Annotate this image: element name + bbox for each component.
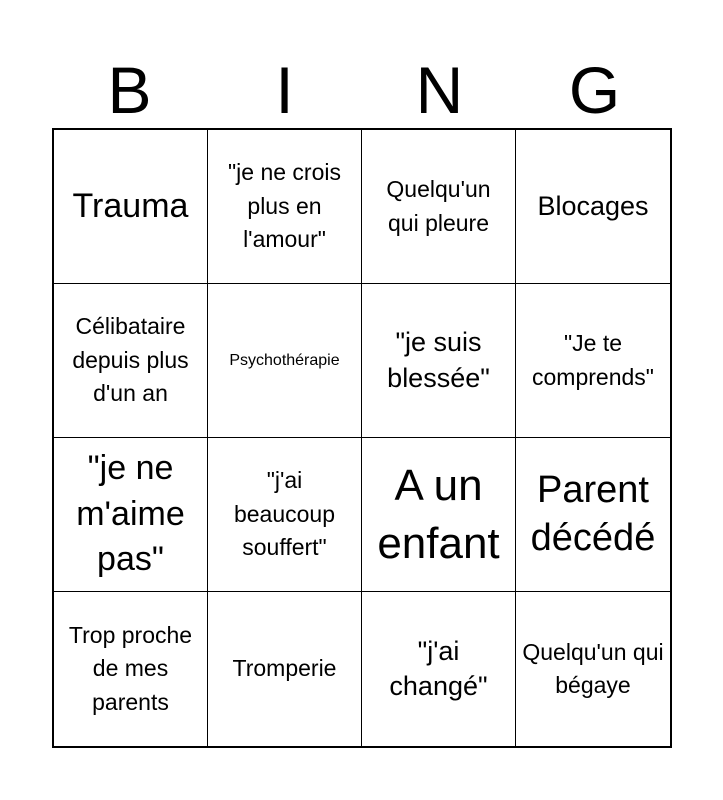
bingo-cell[interactable]: Trauma	[54, 130, 208, 284]
bingo-cell[interactable]: Célibataire depuis plus d'un an	[54, 284, 208, 438]
bingo-cell[interactable]: "je ne crois plus en l'amour"	[208, 130, 362, 284]
header-letter-i: I	[275, 53, 294, 127]
bingo-cell[interactable]: "Je te comprends"	[516, 284, 670, 438]
bingo-cell[interactable]: Trop proche de mes parents	[54, 592, 208, 746]
header-letter-b: B	[107, 53, 152, 127]
bingo-cell[interactable]: A un enfant	[362, 438, 516, 592]
bingo-cell[interactable]: "j'ai beaucoup souffert"	[208, 438, 362, 592]
header-letter-g: G	[568, 53, 621, 127]
bingo-cell[interactable]: Blocages	[516, 130, 670, 284]
bingo-cell[interactable]: "je ne m'aime pas"	[54, 438, 208, 592]
bingo-cell[interactable]: Quelqu'un qui bégaye	[522, 638, 664, 698]
bingo-cell[interactable]: "j'ai changé"	[362, 592, 516, 746]
bingo-header	[52, 50, 672, 130]
bingo-cell[interactable]: Tromperie	[208, 592, 362, 746]
bingo-cell[interactable]: Parent décédé	[516, 438, 670, 592]
bingo-cell[interactable]: Quelqu'un qui pleure	[362, 130, 516, 284]
bingo-board	[52, 128, 672, 748]
bingo-cell[interactable]: "je suis blessée"	[362, 284, 516, 438]
header-letter-n: N	[415, 53, 464, 127]
bingo-cell[interactable]: Psychothérapie	[208, 284, 362, 438]
